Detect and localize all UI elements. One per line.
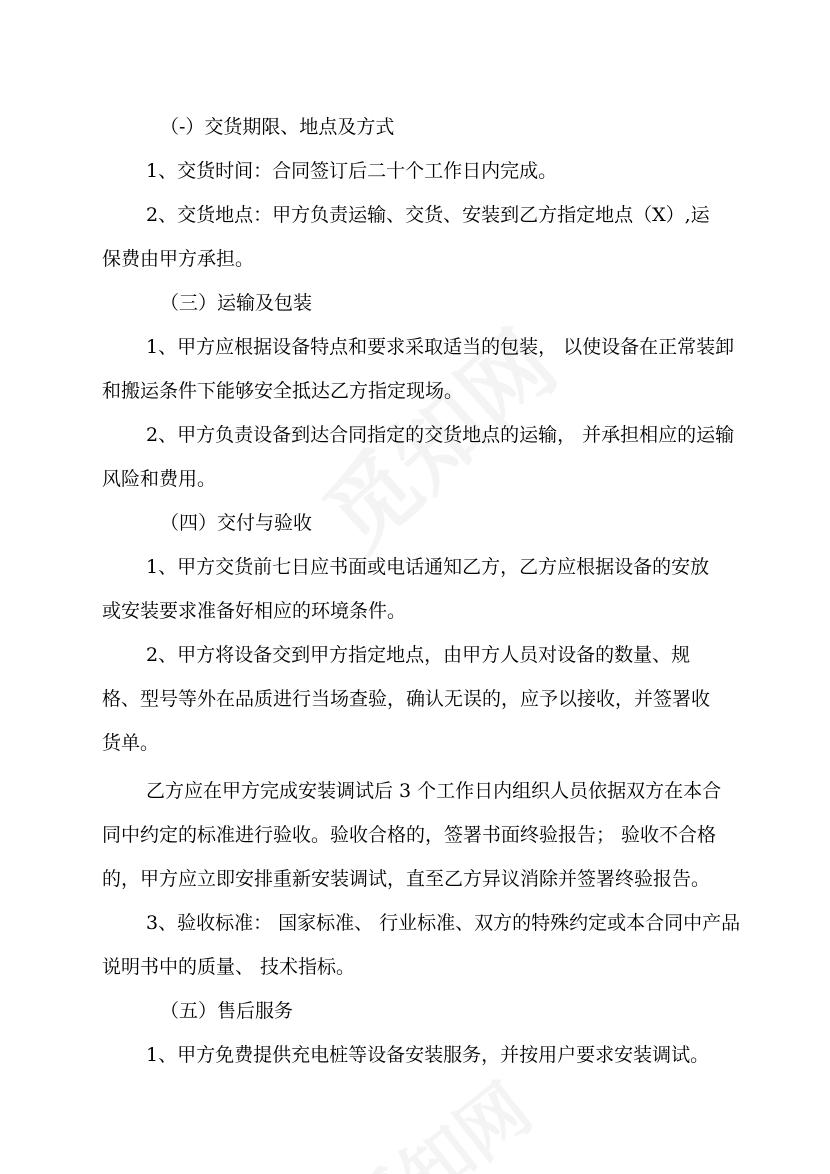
paragraph-line: 2、交货地点：甲方负责运输、交货、安装到乙方指定地点（X）,运 <box>146 204 710 226</box>
paragraph-line: 保费由甲方承担。 <box>102 248 255 270</box>
paragraph-line: 乙方应在甲方完成安装调试后 3 个工作日内组织人员依据双方在本合 <box>146 780 722 802</box>
paragraph-line: 2、甲方将设备交到甲方指定地点，由甲方人员对设备的数量、规 <box>146 644 691 666</box>
paragraph-line: 1、甲方交货前七日应书面或电话通知乙方，乙方应根据设备的安放 <box>146 556 710 578</box>
paragraph-line: 1、交货时间：合同签订后二十个工作日内完成。 <box>146 160 558 182</box>
paragraph-line: 2、甲方负责设备到达合同指定的交货地点的运输， 并承担相应的运输 <box>146 424 735 446</box>
paragraph-line: 说明书中的质量、 技术指标。 <box>102 956 356 978</box>
section-heading: （三）运输及包装 <box>160 292 313 314</box>
paragraph-line: 和搬运条件下能够安全抵达乙方指定现场。 <box>102 380 464 402</box>
paragraph-line: 的，甲方应立即安排重新安装调试，直至乙方异议消除并签署终验报告。 <box>102 868 711 890</box>
paragraph-line: 风险和费用。 <box>102 468 217 490</box>
paragraph-line: 格、型号等外在品质进行当场查验，确认无误的，应予以接收，并签署收 <box>102 688 711 710</box>
paragraph-line: 或安装要求准备好相应的环境条件。 <box>102 600 407 622</box>
section-heading: （四）交付与验收 <box>160 512 313 534</box>
paragraph-line: 3、验收标准： 国家标准、 行业标准、双方的特殊约定或本合同中产品 <box>146 912 741 934</box>
paragraph-line: 货单。 <box>102 732 160 754</box>
paragraph-line: 1、甲方应根据设备特点和要求采取适当的包装， 以使设备在正常装卸 <box>146 336 735 358</box>
paragraph-line: 同中约定的标准进行验收。验收合格的，签署书面终验报告； 验收不合格 <box>102 824 717 846</box>
watermark-logo <box>321 1056 549 1174</box>
paragraph-line: 1、甲方免费提供充电桩等设备安装服务，并按用户要求安装调试。 <box>146 1044 710 1066</box>
section-heading: （-）交货期限、地点及方式 <box>160 116 395 138</box>
section-heading: （五）售后服务 <box>160 1000 294 1022</box>
